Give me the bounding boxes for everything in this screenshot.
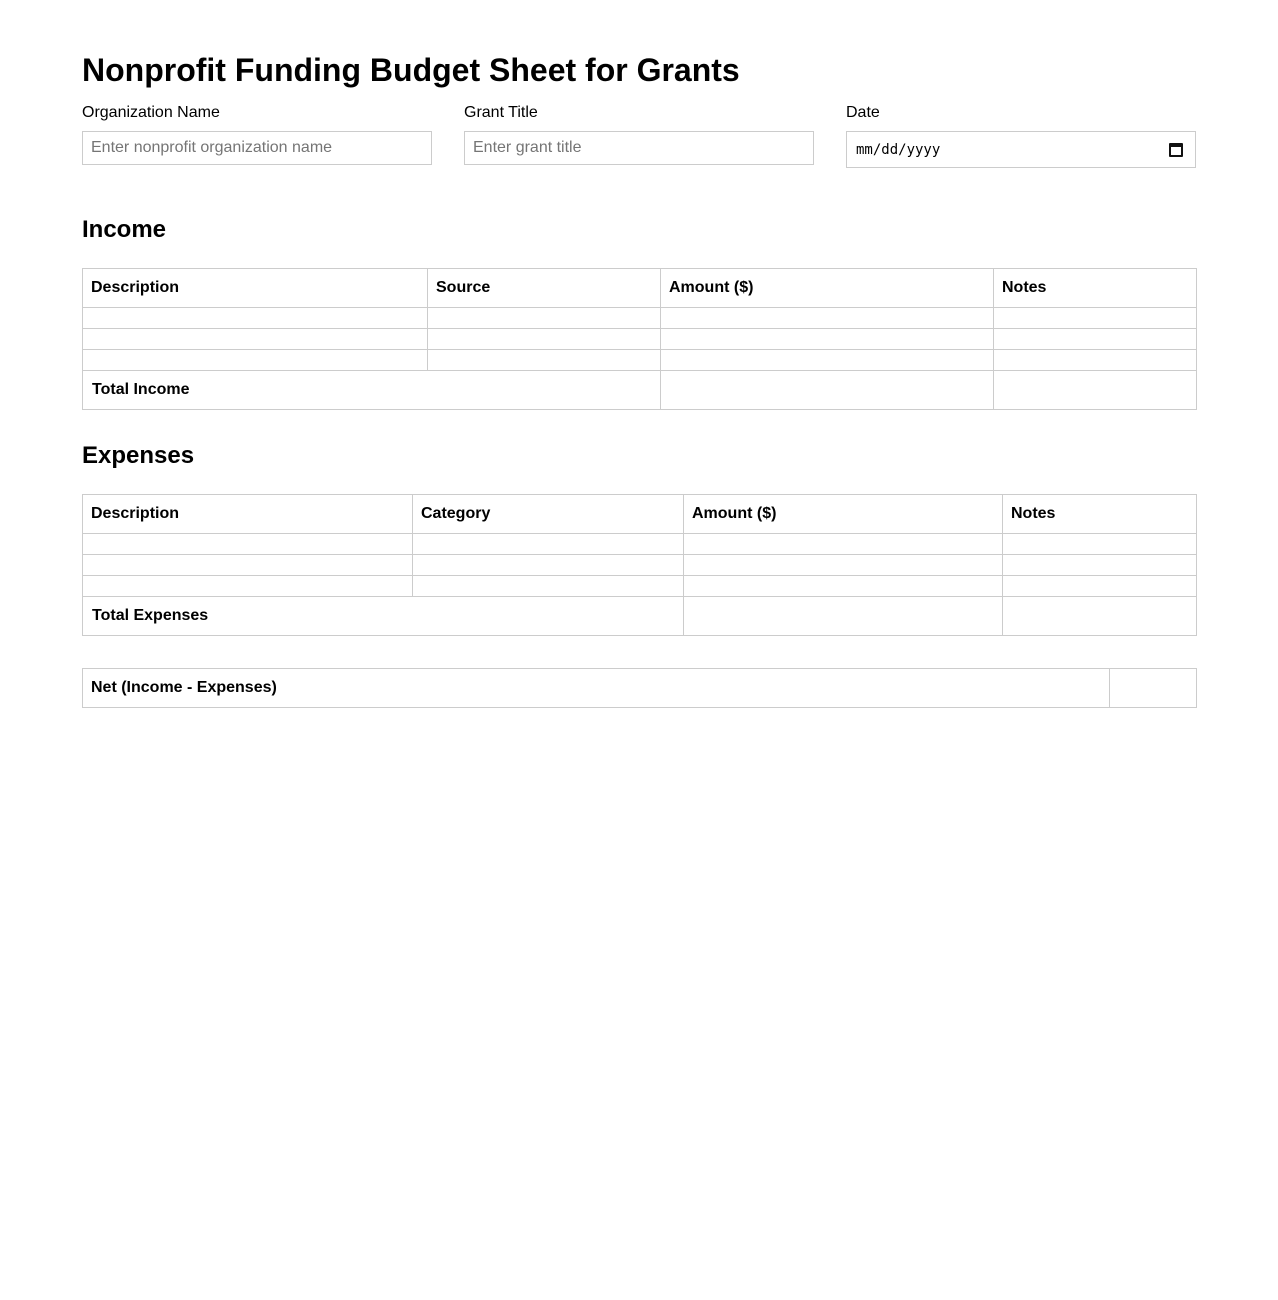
total-expenses-amount[interactable]: [684, 597, 1003, 636]
expense-notes-cell[interactable]: [1003, 576, 1197, 597]
table-row: [83, 329, 1197, 350]
date-field-group: [846, 103, 1196, 168]
income-heading: Income: [82, 216, 167, 243]
expenses-total-row: [83, 597, 1197, 636]
grant-title-label: Grant Title: [464, 104, 538, 121]
income-notes-cell[interactable]: [994, 350, 1197, 371]
net-label: Net (Income - Expenses): [83, 669, 1110, 708]
total-expenses-notes[interactable]: [1003, 597, 1197, 636]
total-income-label: Total Income: [83, 371, 661, 410]
table-row: [83, 576, 1197, 597]
date-label: Date: [846, 104, 880, 121]
expenses-col-amount: Amount ($): [684, 495, 1003, 534]
expenses-heading: Expenses: [82, 442, 195, 469]
total-income-notes[interactable]: [994, 371, 1197, 410]
income-notes-cell[interactable]: [994, 308, 1197, 329]
income-amount-cell[interactable]: [661, 329, 994, 350]
date-placeholder: mm/dd/yyyy: [856, 141, 941, 158]
income-source-cell[interactable]: [428, 308, 661, 329]
expenses-table: [82, 494, 1197, 636]
expense-category-cell[interactable]: [413, 534, 684, 555]
organization-label: Organization Name: [82, 104, 220, 121]
income-table: [82, 268, 1197, 410]
net-row: [83, 669, 1197, 708]
table-row: [83, 534, 1197, 555]
total-expenses-label: Total Expenses: [83, 597, 684, 636]
expense-description-cell[interactable]: [83, 534, 413, 555]
income-col-source: Source: [428, 269, 661, 308]
page-title: Nonprofit Funding Budget Sheet for Grants: [82, 52, 740, 88]
income-notes-cell[interactable]: [994, 329, 1197, 350]
expense-amount-cell[interactable]: [684, 555, 1003, 576]
expense-category-cell[interactable]: [413, 576, 684, 597]
income-amount-cell[interactable]: [661, 350, 994, 371]
income-total-row: [83, 371, 1197, 410]
organization-field-group: [82, 103, 432, 168]
income-description-cell[interactable]: [83, 308, 428, 329]
expense-notes-cell[interactable]: [1003, 555, 1197, 576]
income-source-cell[interactable]: [428, 350, 661, 371]
header-fields: [82, 103, 1196, 168]
income-amount-cell[interactable]: [661, 308, 994, 329]
expense-description-cell[interactable]: [83, 576, 413, 597]
organization-name-input[interactable]: [82, 131, 432, 165]
table-row: [83, 350, 1197, 371]
date-input[interactable]: [846, 131, 1196, 168]
expenses-col-notes: Notes: [1003, 495, 1197, 534]
expense-amount-cell[interactable]: [684, 534, 1003, 555]
expense-amount-cell[interactable]: [684, 576, 1003, 597]
income-source-cell[interactable]: [428, 329, 661, 350]
expenses-col-category: Category: [413, 495, 684, 534]
net-value[interactable]: [1110, 669, 1197, 708]
table-row: [83, 555, 1197, 576]
expense-description-cell[interactable]: [83, 555, 413, 576]
grant-title-field-group: [464, 103, 814, 168]
income-description-cell[interactable]: [83, 329, 428, 350]
expenses-header-row: [83, 495, 1197, 534]
calendar-icon[interactable]: [1169, 143, 1183, 157]
total-income-amount[interactable]: [661, 371, 994, 410]
expense-category-cell[interactable]: [413, 555, 684, 576]
net-table: [82, 668, 1197, 708]
income-col-amount: Amount ($): [661, 269, 994, 308]
income-description-cell[interactable]: [83, 350, 428, 371]
expenses-col-description: Description: [83, 495, 413, 534]
income-header-row: [83, 269, 1197, 308]
income-col-description: Description: [83, 269, 428, 308]
grant-title-input[interactable]: [464, 131, 814, 165]
expense-notes-cell[interactable]: [1003, 534, 1197, 555]
income-col-notes: Notes: [994, 269, 1197, 308]
table-row: [83, 308, 1197, 329]
